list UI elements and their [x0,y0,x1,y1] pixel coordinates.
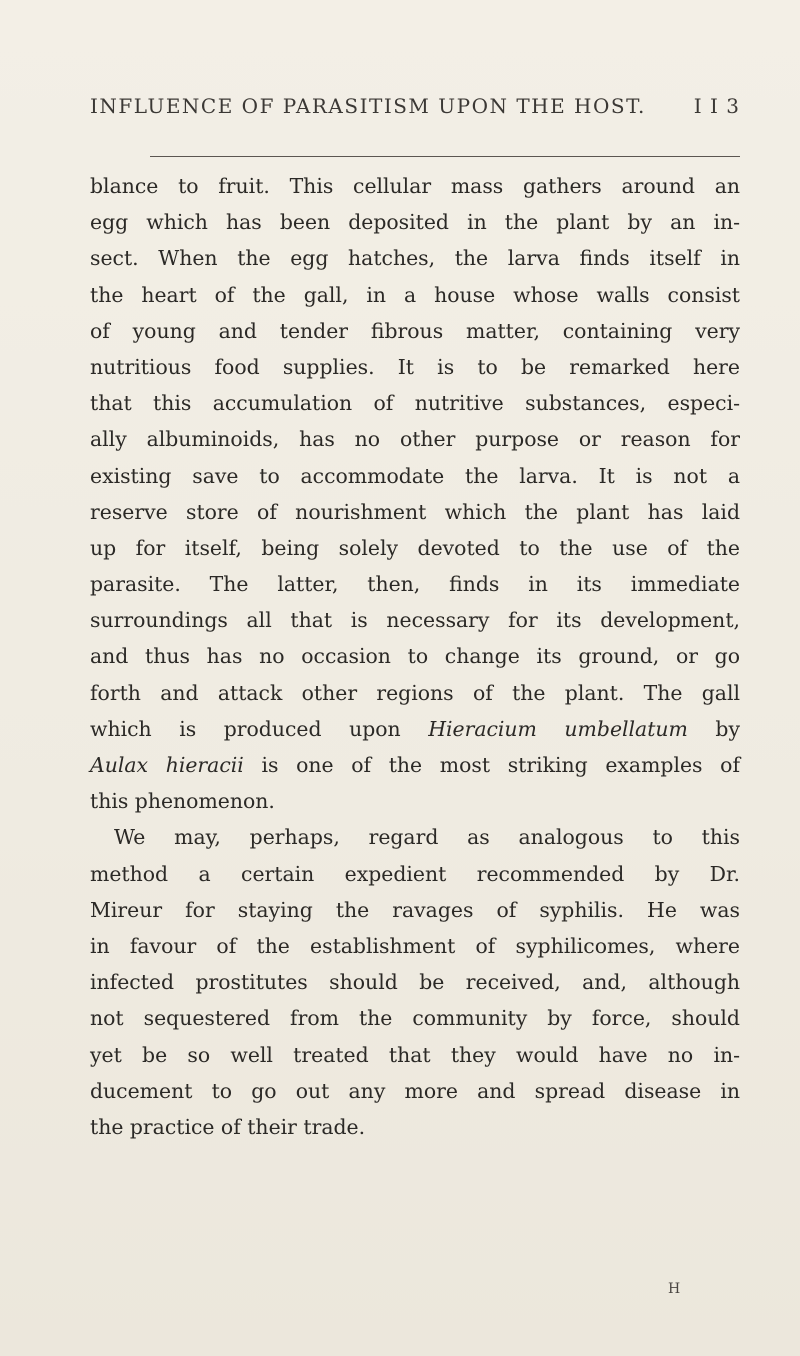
text-line: yet be so well treated that they would have no in- [90,1042,740,1067]
text-line: sect. When the egg hatches, the larva finds itself in [90,246,740,271]
text-line: ducement to go out any more and spread disease in [90,1078,740,1103]
text-line: surroundings all that is necessary for its development, [90,608,740,633]
running-title: INFLUENCE OF PARASITISM UPON THE HOST. [90,94,646,118]
text-line: forth and attack other regions of the plant. The gall [90,680,740,705]
text-line: egg which has been deposited in the plant by an in- [90,210,740,235]
signature-mark: H [668,1281,682,1297]
page-header [90,94,740,134]
text-line-species [90,711,740,747]
text-line: reserve store of nourishment which the plant has laid [90,499,740,524]
text-line: up for itself, being solely devoted to the use of the [90,535,740,560]
text-line: the heart of the gall, in a house whose walls consist [90,282,740,307]
text-line-species [90,747,740,783]
text-line: infected prostitutes should be received, and, although [90,970,740,995]
text-line: existing save to accommodate the larva. It is not a [90,463,740,488]
text-line: method a certain expedient recommended by Dr. [90,861,740,886]
text-line: that this accumulation of nutritive substances, especi- [90,391,740,416]
text-line: of young and tender fibrous matter, containing very [90,318,740,343]
species-name-hieracium: Hieracium umbellatum [428,716,688,741]
text-line: this phenomenon. [90,789,275,814]
paragraph-1 [90,168,740,819]
text-fragment: is one of the most striking examples of [243,753,741,777]
text-line: not sequestered from the community by force, should [90,1006,740,1031]
body-text [90,168,740,1145]
text-fragment: which is produced upon [90,716,429,741]
header-rule [150,156,740,157]
text-line: nutritious food supplies. It is to be remarked here [90,354,740,379]
species-name-aulax: Aulax hieracii [90,753,244,777]
text-line: ally albuminoids, has no other purpose or reason for [90,427,740,452]
page-number: I I 3 [693,94,740,118]
text-line: in favour of the establishment of syphilicomes, where [90,933,740,958]
paragraph-2 [90,819,740,1145]
text-line: We may, perhaps, regard as analogous to this [114,825,740,850]
text-line: Mireur for staying the ravages of syphilis. He was [90,897,740,922]
text-line: and thus has no occasion to change its ground, or go [90,644,740,669]
text-line: parasite. The latter, then, finds in its immediate [90,572,740,597]
text-line: blance to fruit. This cellular mass gathers around an [90,174,740,198]
text-fragment: by [687,716,740,741]
text-line: the practice of their trade. [90,1114,366,1139]
